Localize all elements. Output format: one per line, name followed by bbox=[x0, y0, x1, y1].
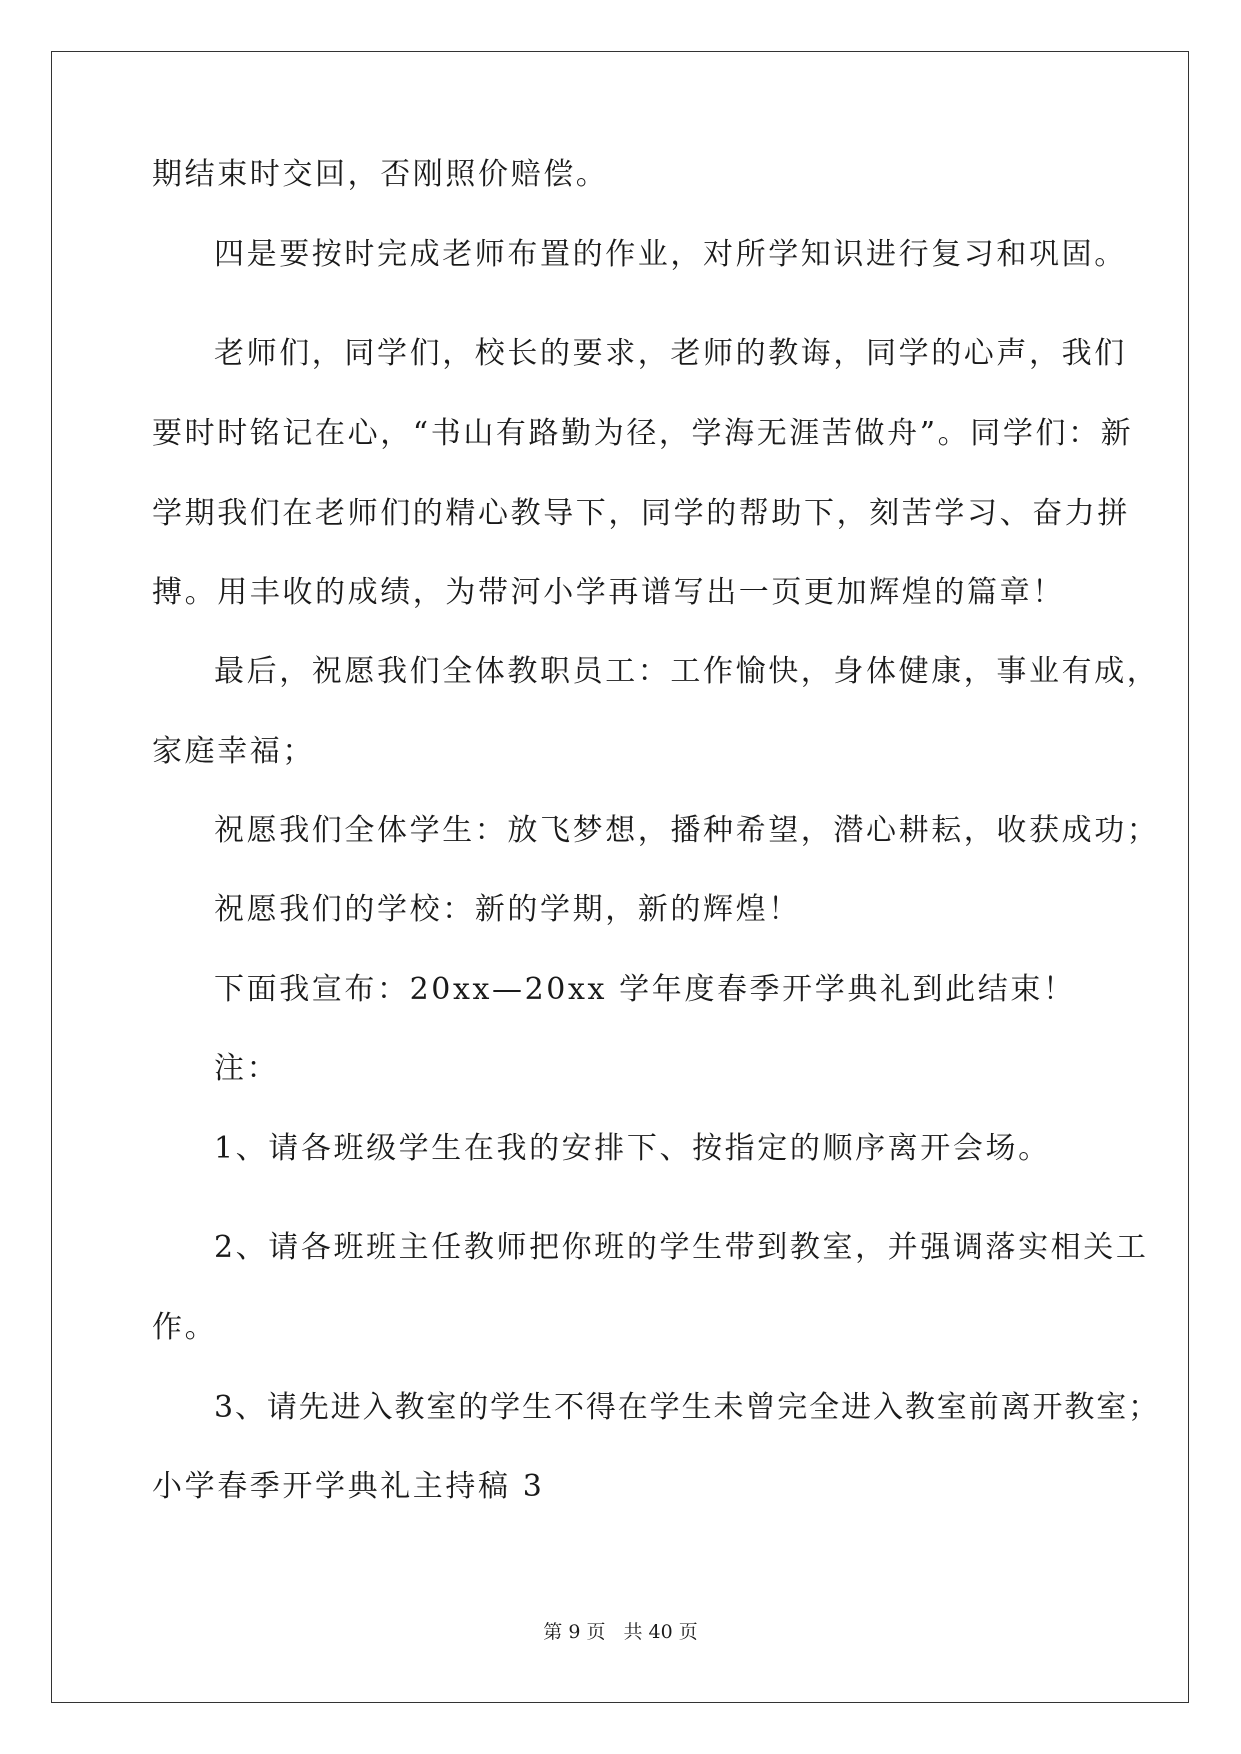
text-line-12: 注： bbox=[214, 1051, 280, 1086]
page-footer bbox=[0, 1620, 1241, 1644]
text-line-7: 最后，祝愿我们全体教职员工：工作愉快，身体健康，事业有成， bbox=[214, 654, 1160, 689]
text-line-3: 老师们，同学们，校长的要求，老师的教诲，同学的心声，我们 bbox=[214, 336, 1127, 371]
text-line-11: 下面我宣布：20xx—20xx 学年度春季开学典礼到此结束！ bbox=[214, 972, 1076, 1007]
text-line-1: 期结束时交回，否刚照价赔偿。 bbox=[152, 157, 609, 192]
text-line-17: 小学春季开学典礼主持稿 3 bbox=[152, 1469, 545, 1504]
text-line-13: 1、请各班级学生在我的安排下、按指定的顺序离开会场。 bbox=[214, 1131, 1051, 1166]
text-line-9: 祝愿我们全体学生：放飞梦想，播种希望，潜心耕耘，收获成功； bbox=[214, 813, 1160, 848]
page-border bbox=[51, 51, 1189, 1703]
page-total: 共 40 页 bbox=[623, 1621, 698, 1643]
text-line-4: 要时时铭记在心，“书山有路勤为径，学海无涯苦做舟”。同学们：新 bbox=[152, 416, 1134, 451]
text-line-15: 作。 bbox=[152, 1310, 218, 1345]
text-line-8: 家庭幸福； bbox=[152, 734, 315, 769]
text-line-10: 祝愿我们的学校：新的学期，新的辉煌！ bbox=[214, 892, 801, 927]
text-line-16: 3、请先进入教室的学生不得在学生未曾完全进入教室前离开教室； bbox=[214, 1390, 1161, 1425]
text-line-5: 学期我们在老师们的精心教导下，同学的帮助下，刻苦学习、奋力拼 bbox=[152, 496, 1130, 531]
text-line-6: 搏。用丰收的成绩，为带河小学再谱写出一页更加辉煌的篇章！ bbox=[152, 575, 1065, 610]
text-line-14: 2、请各班班主任教师把你班的学生带到教室，并强调落实相关工 bbox=[214, 1230, 1149, 1265]
page-number: 第 9 页 bbox=[543, 1621, 606, 1643]
text-line-2: 四是要按时完成老师布置的作业，对所学知识进行复习和巩固。 bbox=[214, 237, 1127, 272]
